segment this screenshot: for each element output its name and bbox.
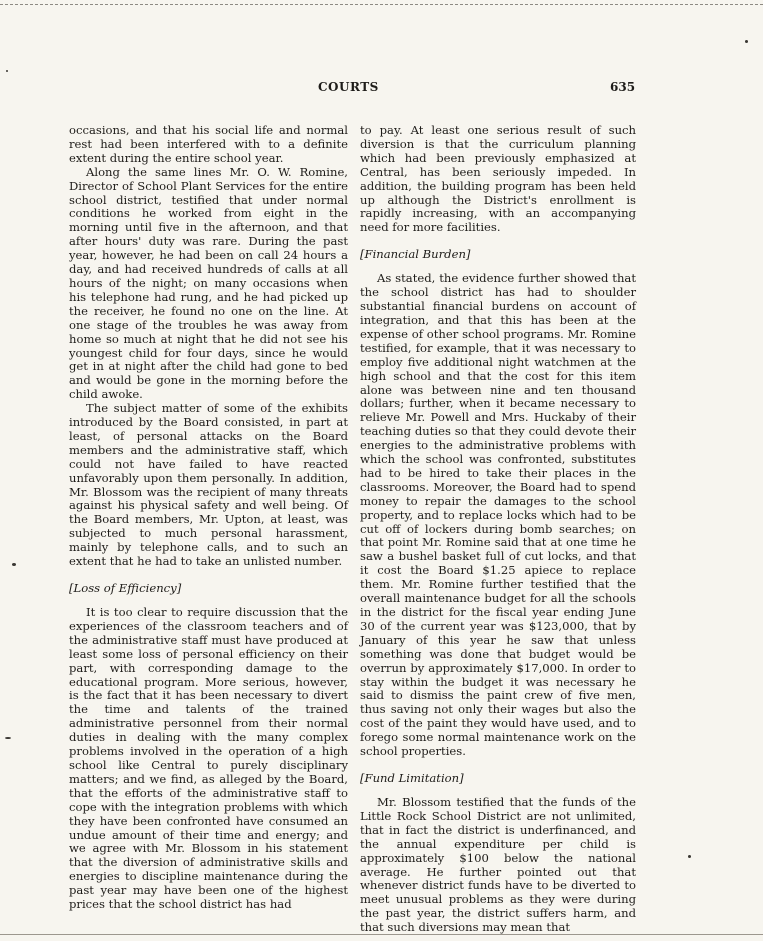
paragraph: As stated, the evidence further showed that the school district has had to shoulder substantial financial burdens on account of integration, and that this has been at the expense of other school programs. Mr. Romine testified, for example, that it was necessary to employ five additional night watchmen at the high school and that the cost for this item alone was between nine and ten thousand dollars; further, when it became necessary to relieve Mr. Powell and Mrs. Huckaby of their teaching duties so that they could devote their energies to the administrative problems with which the school was confronted, substitutes had to be hired to take their places in the classrooms. Moreover, the Board had to spend money to repair the damages to the school property, and to replace locks which had to be cut off of lockers during bomb searches; on that point Mr. Romine said that at one time he saw a bushel basket full of cut locks, and that it cost the Board $1.25 apiece to replace them. Mr. Romine further testified that the overall maintenance budget for all the schools in the district for the fiscal year ending June 30 of the current year was $123,000, that by January of this year he saw that unless something was done that budget would be overrun by approximately $17,000. In order to stay within the budget it was necessary he said to dismiss the paint crew of five men, thus saving not only their wages but also the cost of the paint they would have used, and to forego some normal maintenance work on the school properties. — [360, 271, 636, 759]
scan-speck — [745, 40, 748, 43]
paragraph: Along the same lines Mr. O. W. Romine, Director of School Plant Services for the entire school district, testified that under normal conditions he worked from eight in the morning until five in the afternoon, and that after hours' duty was rare. During the past year, however, he had been on call 24 hours a day, and had received hundreds of calls at all hours of the night; on many occasions when his telephone had rung, and he had picked up the receiver, he found no one on the line. At one stage of the troubles he was away from home so much at night that he did not see his youngest child for four days, since he would get in at night after the child had gone to bed and would be gone in the morning before the child awoke. — [69, 164, 348, 402]
paragraph: The subject matter of some of the exhibits introduced by the Board consisted, in part at least, of personal attacks on the Board members and the administrative staff, which could not have failed to have reacted unfavorably upon them personally. In addition, Mr. Blossom was the recipient of many threats against his physical safety and well being. Of the Board members, Mr. Upton, at least, was subjected to much personal harassment, mainly by telephone calls, and to such an extent that he had to take an unlisted number. — [69, 401, 348, 569]
bottom-edge-rule — [0, 934, 763, 935]
paragraph: occasions, and that his social life and normal rest had been interfered with to a definite extent during the entire school year. — [69, 123, 348, 165]
paragraph: It is too clear to require discussion that the experiences of the classroom teachers and of the administrative staff must have produced at least some loss of personal efficiency on their part, with corresponding damage to the educational program. More serious, however, is the fact that it has been necessary to divert the time and talents of the trained administrative personnel from their normal duties in dealing with the many complex problems involved in the operation of a high school like Central to purely disciplinary matters; and we find, as alleged by the Board, that the efforts of the administrative staff to cope with the integration problems with which they have been confronted have consumed an undue amount of their time and energy; and we agree with Mr. Blossom in his statement that the diversion of administrative skills and energies to discipline maintenance during the past year may have been one of the highest prices that the school district has had — [69, 605, 348, 912]
page-number: 635 — [610, 80, 636, 94]
scan-speck — [12, 563, 16, 566]
scan-speck — [5, 737, 11, 739]
paragraph: Mr. Blossom testified that the funds of the Little Rock School District are not unlimited, that in fact the district is underfinanced, and the annual expenditure per child is approximately $100 below the national average. He further pointed out that whenever district funds have to be diverted to meet unusual problems as they were during the past year, the district suffers harm, and that such diversions may mean that — [360, 794, 636, 935]
running-header — [0, 80, 763, 98]
running-head-title: COURTS — [318, 80, 379, 94]
scan-speck — [688, 855, 691, 858]
section-heading-financial-burden: [Financial Burden] — [360, 247, 471, 262]
left-column — [69, 124, 348, 912]
section-heading-fund-limitation: [Fund Limitation] — [360, 770, 464, 785]
scan-speck — [6, 70, 8, 72]
right-column — [360, 124, 636, 935]
top-edge-rule — [0, 4, 763, 5]
section-heading-loss-of-efficiency: [Loss of Efficiency] — [69, 581, 182, 595]
paragraph: to pay. At least one serious result of such diversion is that the curriculum planning which had been previously emphasized at Central, has been seriously impeded. In addition, the building program has been held up although the District's enrollment is rapidly increasing, with an accompanying need for more facilities. — [360, 123, 636, 235]
